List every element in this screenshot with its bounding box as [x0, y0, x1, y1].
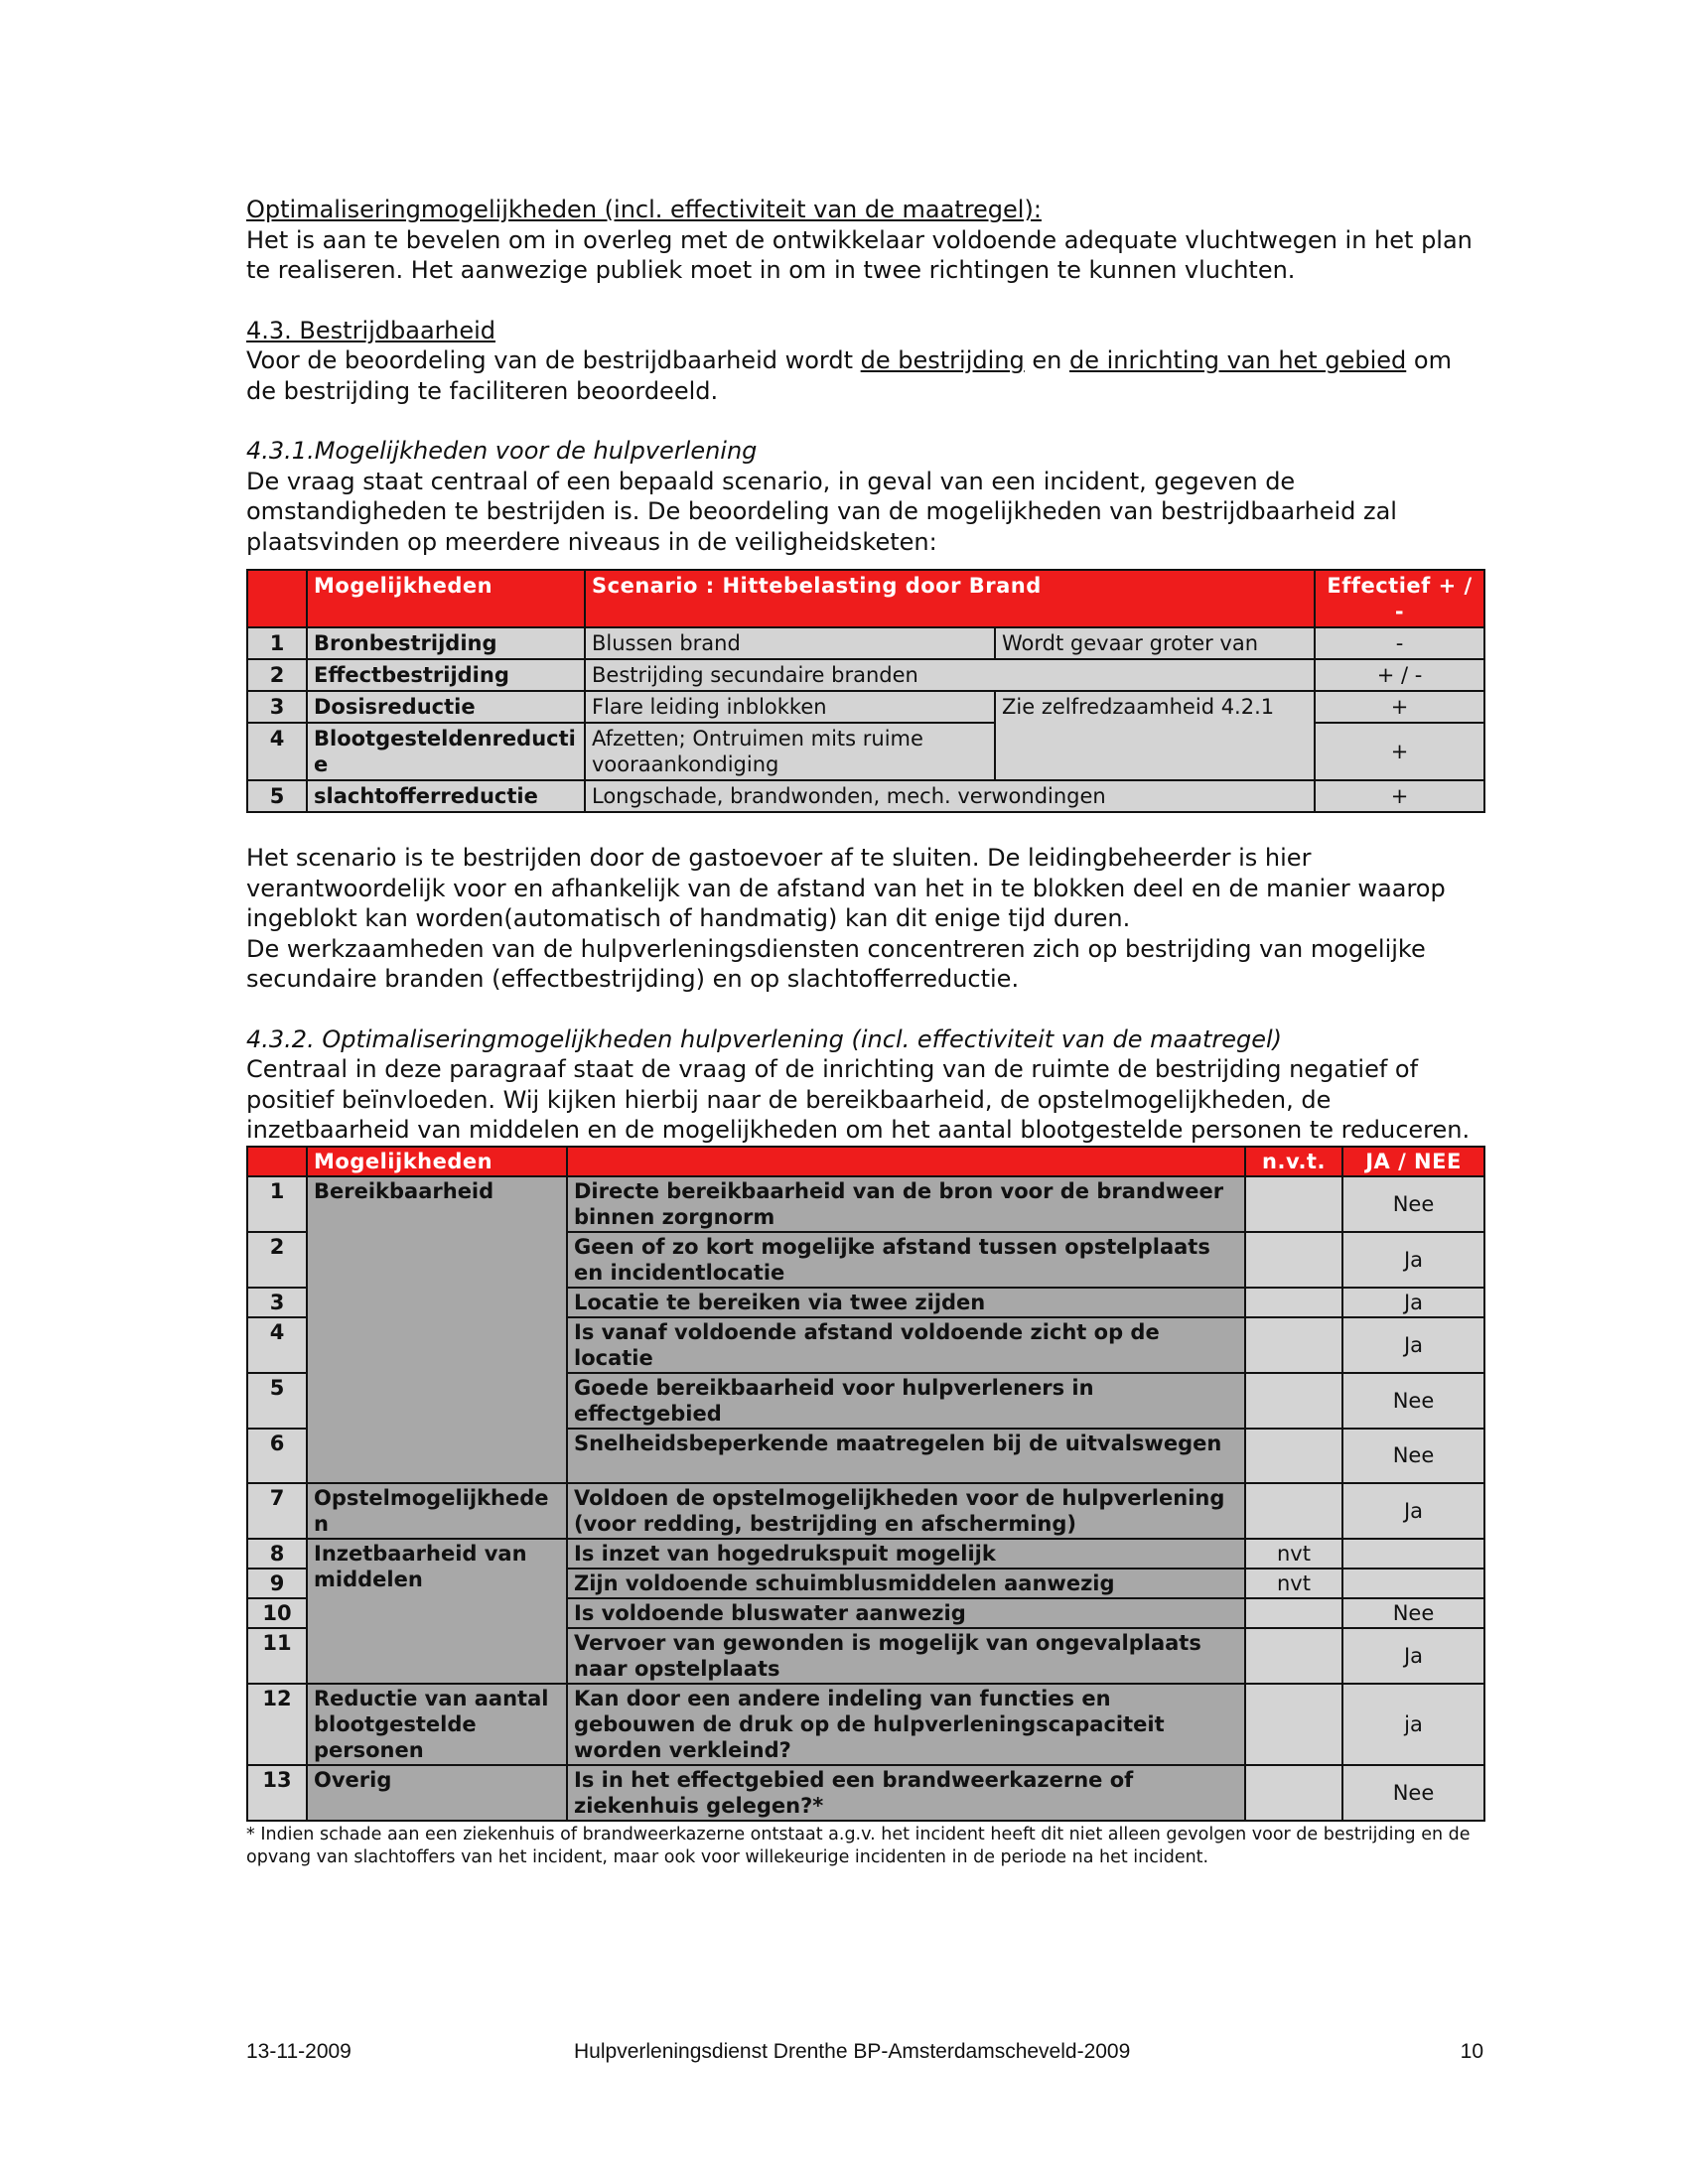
row-nvt: [1245, 1317, 1342, 1373]
question-line: Voldoen de opstelmogelijkheden voor de hulpverlening: [574, 1485, 1225, 1510]
table-row: [247, 1483, 1484, 1539]
table-row: [247, 627, 1484, 659]
table-row: [247, 1176, 1484, 1232]
row-number: 8: [247, 1539, 307, 1569]
row-answer: Nee: [1342, 1373, 1484, 1429]
optimalisering-text: Het is aan te bevelen om in overleg met de ontwikkelaar voldoende adequate vluchtwegen in het plan te realiseren. Het aanwezige publiek moet in om in twee richtingen te kunnen vluchten.: [246, 225, 1473, 284]
row-number: 5: [247, 1373, 307, 1429]
table-row: [247, 659, 1484, 691]
header-cell: [567, 1147, 1245, 1176]
table-footnote: * Indien schade aan een ziekenhuis of brandweerkazerne ontstaat a.g.v. het incident heeft dit niet alleen gevolgen voor de bestrijding en de opvang van slachtoffers van het incident, maar ook voor willekeurige incidenten in de periode na het incident.: [246, 1824, 1471, 1867]
row-effect: +: [1315, 691, 1484, 723]
underlined-term-bestrijding: de bestrijding: [860, 346, 1025, 374]
row-answer: [1342, 1569, 1484, 1598]
header-cell: Effectief + / -: [1315, 570, 1484, 627]
row-nvt: nvt: [1245, 1539, 1342, 1569]
row-answer: Ja: [1342, 1483, 1484, 1539]
row-number: 1: [247, 1176, 307, 1232]
text-fragment: om de bestrijding te faciliteren beoordeeld.: [246, 346, 1452, 405]
row-effect: + / -: [1315, 659, 1484, 691]
row-number: 12: [247, 1684, 307, 1765]
row-nvt: [1245, 1765, 1342, 1821]
row-question: Geen of zo kort mogelijke afstand tussen opstelplaats en incidentlocatie: [567, 1232, 1245, 1288]
row-answer: Nee: [1342, 1429, 1484, 1483]
question-line: (voor redding, bestrijding en afscherming): [574, 1511, 1076, 1536]
row-scenario: Bestrijding secundaire branden: [585, 659, 1315, 691]
footer-page-number: 10: [1460, 2040, 1483, 2063]
row-nvt: [1245, 1288, 1342, 1317]
row-answer: Ja: [1342, 1628, 1484, 1684]
category-cell: Opstelmogelijkheden: [307, 1483, 567, 1539]
row-number: 5: [247, 780, 307, 812]
category-cell: Reductie van aantal blootgestelde personen: [307, 1684, 567, 1765]
row-nvt: [1245, 1628, 1342, 1684]
text-fragment: en: [1024, 346, 1069, 374]
row-nvt: [1245, 1598, 1342, 1628]
row-number: 4: [247, 723, 307, 780]
row-number: 4: [247, 1317, 307, 1373]
row-number: 10: [247, 1598, 307, 1628]
optimalisering-heading: Optimaliseringmogelijkheden (incl. effectiviteit van de maatregel):: [246, 196, 1042, 223]
row-question: Is in het effectgebied een brandweerkazerne of ziekenhuis gelegen?*: [567, 1765, 1245, 1821]
row-scenario: Blussen brand: [585, 627, 995, 659]
row-number: 7: [247, 1483, 307, 1539]
row-name: slachtofferreductie: [307, 780, 585, 812]
row-nvt: [1245, 1373, 1342, 1429]
row-effect: +: [1315, 723, 1484, 780]
row-answer: Nee: [1342, 1765, 1484, 1821]
header-cell: JA / NEE: [1342, 1147, 1484, 1176]
werkzaamheden-text: De werkzaamheden van de hulpverleningsdiensten concentreren zich op bestrijding van mogelijke secundaire branden (effectbestrijding) en op slachtofferreductie.: [246, 934, 1426, 993]
row-question: Zijn voldoende schuimblusmiddelen aanwezig: [567, 1569, 1245, 1598]
row-nvt: [1245, 1684, 1342, 1765]
section-4-3-2-text: Centraal in deze paragraaf staat de vraag of de inrichting van de ruimte de bestrijding negatief of positief beïnvloeden. Wij kijken hierbij naar de bereikbaarheid, de opstelmogelijkheden, de inzetbaarheid van middelen en de mogelijkheden om het aantal blootgestelde personen te reduceren.: [246, 1055, 1471, 1144]
optimalisering-table: [246, 1146, 1485, 1822]
row-number: 13: [247, 1765, 307, 1821]
row-scenario: Flare leiding inblokken: [585, 691, 995, 723]
header-cell: Mogelijkheden: [307, 1147, 567, 1176]
underlined-term-inrichting: de inrichting van het gebied: [1068, 346, 1407, 374]
row-number: 1: [247, 627, 307, 659]
row-answer: Ja: [1342, 1317, 1484, 1373]
row-nvt: [1245, 1176, 1342, 1232]
row-question: Goede bereikbaarheid voor hulpverleners in effectgebied: [567, 1373, 1245, 1429]
row-nvt: [1245, 1429, 1342, 1483]
row-nvt: nvt: [1245, 1569, 1342, 1598]
header-cell: [247, 1147, 307, 1176]
row-question: Is voldoende bluswater aanwezig: [567, 1598, 1245, 1628]
row-name: Dosisreductie: [307, 691, 585, 723]
header-cell: Mogelijkheden: [307, 570, 585, 627]
header-cell: [247, 570, 307, 627]
mogelijkheden-table: [246, 569, 1485, 813]
section-4-3-1-heading: 4.3.1.Mogelijkheden voor de hulpverlening: [246, 437, 758, 465]
section-4-3-1-text: De vraag staat centraal of een bepaald scenario, in geval van een incident, gegeven de omstandigheden te bestrijden is. De beoordeling van de mogelijkheden van bestrijdbaarheid zal plaatsvinden op meerdere niveaus in de veiligheidsketen:: [246, 467, 1397, 556]
footer-organisation: Hulpverleningsdienst Drenthe BP-Amsterdamscheveld-2009: [574, 2040, 1131, 2063]
row-question: Locatie te bereiken via twee zijden: [567, 1288, 1245, 1317]
row-name: Bronbestrijding: [307, 627, 585, 659]
row-name: Blootgesteldenreductie: [307, 723, 585, 780]
row-question: Vervoer van gewonden is mogelijk van ongevalplaats naar opstelplaats: [567, 1628, 1245, 1684]
category-cell: Inzetbaarheid van middelen: [307, 1539, 567, 1684]
section-4-3-2-heading: 4.3.2. Optimaliseringmogelijkheden hulpverlening (incl. effectiviteit van de maatregel): [246, 1024, 1283, 1053]
row-answer: Ja: [1342, 1288, 1484, 1317]
page-content: [246, 195, 1483, 1869]
row-answer: [1342, 1539, 1484, 1569]
row-question: [567, 1483, 1245, 1539]
row-nvt: [1245, 1483, 1342, 1539]
header-cell: n.v.t.: [1245, 1147, 1342, 1176]
table-row: [247, 1539, 1484, 1569]
row-number: 2: [247, 659, 307, 691]
row-number: 3: [247, 1288, 307, 1317]
row-nvt: [1245, 1232, 1342, 1288]
row-number: 6: [247, 1429, 307, 1483]
table-header-row: [247, 570, 1484, 627]
row-number: 9: [247, 1569, 307, 1598]
table-row: [247, 1684, 1484, 1765]
scenario-text: Het scenario is te bestrijden door de gastoevoer af te sluiten. De leidingbeheerder is hier verantwoordelijk voor en afhankelijk van de afstand van het in te blokken deel en de manier waarop ingeblokt kan worden(automatisch of handmatig) kan dit enige tijd duren.: [246, 844, 1446, 932]
section-4-3-heading: 4.3. Bestrijdbaarheid: [246, 316, 495, 344]
row-question: Directe bereikbaarheid van de bron voor de brandweer binnen zorgnorm: [567, 1176, 1245, 1232]
category-cell: Overig: [307, 1765, 567, 1821]
row-note: Zie zelfredzaamheid 4.2.1: [995, 691, 1315, 780]
row-scenario: Longschade, brandwonden, mech. verwondingen: [585, 780, 1315, 812]
row-question: Snelheidsbeperkende maatregelen bij de uitvalswegen: [567, 1429, 1245, 1483]
table-row: [247, 1765, 1484, 1821]
section-4-3-text: [246, 345, 1483, 406]
row-number: 3: [247, 691, 307, 723]
row-answer: Nee: [1342, 1598, 1484, 1628]
row-name: Effectbestrijding: [307, 659, 585, 691]
category-cell: Bereikbaarheid: [307, 1176, 567, 1483]
row-scenario: Afzetten; Ontruimen mits ruime vooraankondiging: [585, 723, 995, 780]
row-effect: +: [1315, 780, 1484, 812]
row-number: 11: [247, 1628, 307, 1684]
table-row: [247, 691, 1484, 723]
table-header-row: [247, 1147, 1484, 1176]
row-note: Wordt gevaar groter van: [995, 627, 1315, 659]
row-answer: Ja: [1342, 1232, 1484, 1288]
row-answer: Nee: [1342, 1176, 1484, 1232]
row-effect: -: [1315, 627, 1484, 659]
row-question: Is vanaf voldoende afstand voldoende zicht op de locatie: [567, 1317, 1245, 1373]
row-answer: ja: [1342, 1684, 1484, 1765]
text-fragment: Voor de beoordeling van de bestrijdbaarheid wordt: [246, 346, 861, 374]
table-row: [247, 780, 1484, 812]
row-question: Kan door een andere indeling van functies en gebouwen de druk op de hulpverleningscapaciteit worden verkleind?: [567, 1684, 1245, 1765]
row-question: Is inzet van hogedrukspuit mogelijk: [567, 1539, 1245, 1569]
row-number: 2: [247, 1232, 307, 1288]
footer-date: 13-11-2009: [246, 2040, 352, 2063]
header-cell: Scenario : Hittebelasting door Brand: [585, 570, 1315, 627]
